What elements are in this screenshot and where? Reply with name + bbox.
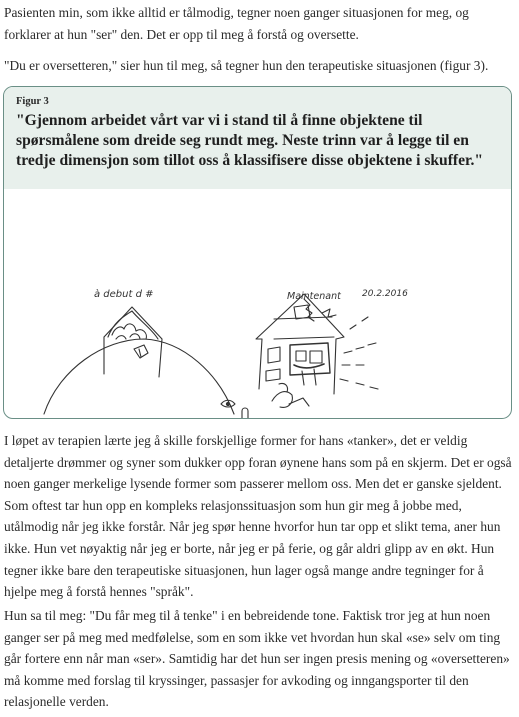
right-house-sketch [256,294,378,407]
figure-box [3,86,512,419]
eye-and-bottle-sketch [221,400,252,418]
paragraph-therapy: I løpet av terapien lærte jeg å skille forskjellige former for hans «tanker», det er veldig detaljerte drømmer og syner som dukker opp foran øynene hans som på en skjerm. Det er også noen ganger merkelige lysende former som passerer mellom oss. Men det er ganske sjeldent. Som oftest tar hun opp en kompleks relasjonssituasjon som hun gir meg å jobbe med, utålmodig når jeg ikke forstår. Når jeg spør henne hvorfor hun tar opp et slikt tema, aner hun ikke. Hun vet nøyaktig når jeg er borte, når jeg er på ferie, og går aldri glipp av en økt. Hun tegner ikke bare den terapeutiske situasjonen, hun lager også mange andre tegninger for å hjelpe meg å forstå hennes "språk". [4,433,512,600]
handwritten-left-label: à debut d # [94,289,154,300]
handwritten-middle-label: Maintenant [287,291,341,302]
handwritten-date: 20.2.2016 [362,289,408,299]
paragraph-intro: Pasienten min, som ikke alltid er tålmodig, tegner noen ganger situasjonen for meg, og forklarer at hun "ser" den. Det er opp til meg å forstå og oversette. [4,5,469,42]
figure-label: Figur 3 [16,96,49,107]
paragraph-quote: "Du er oversetteren," sier hun til meg, så tegner hun den terapeutiske situasjonen (figur 3). [4,58,489,73]
figure-header [4,87,511,189]
left-hill-house-sketch [44,307,234,414]
patient-drawing [4,189,510,418]
paragraph-reproach: Hun sa til meg: "Du får meg til å tenke" i en bebreidende tone. Faktisk tror jeg at hun noen ganger ser på meg med medfølelse, som en som ikke vet hvordan hun skal «se» selv om ting går fortere enn når man «ser». Samtidig har det hun ser ingen presis mening og «oversetteren» må komme med forslag til kryssinger, passasjer for avkoding og inngangsporter til den relasjonelle verden. [4,608,510,710]
figure-caption: "Gjennom arbeidet vårt var vi i stand til å finne objektene til spørsmålene som dreide seg rundt meg. Neste trinn var å legge til en tredje dimensjon som tillot oss å klassifisere disse objektene i skuffer." [16,112,484,169]
